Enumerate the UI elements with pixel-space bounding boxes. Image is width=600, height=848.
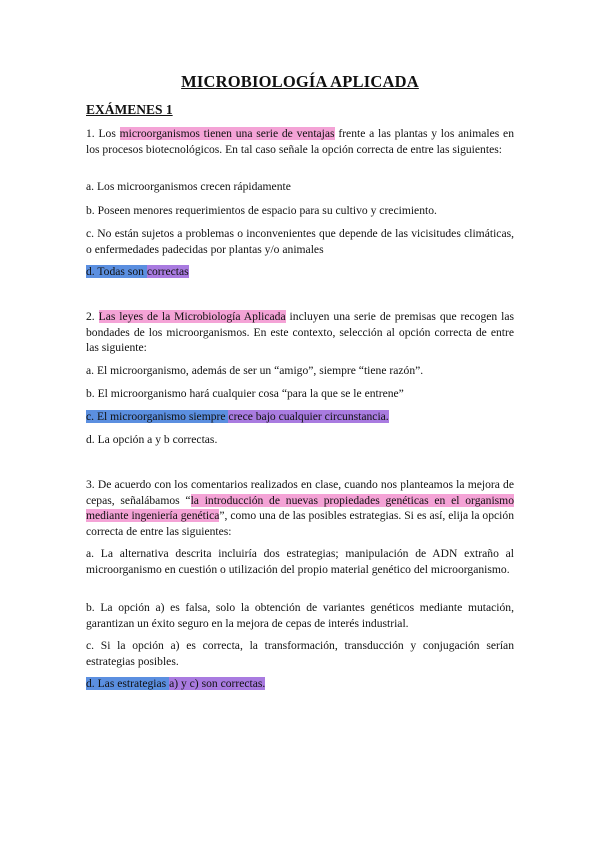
question-3-option-b: b. La opción a) es falsa, solo la obtención de variantes genéticos mediante mutación, garantizan un éxito seguro en la mejora de cepas de interés industrial. — [86, 601, 514, 630]
question-1-text: 1. Los microorganismos tienen una serie de ventajas frente a las plantas y los animales en los procesos biotecnológicos. En tal caso señale la opción correcta de entre las siguientes: — [86, 127, 515, 156]
question-1-option-a: a. Los microorganismos crecen rápidamente — [86, 180, 291, 193]
highlight: a) y c) son correctas. — [169, 677, 266, 690]
question-2-option-b: b. El microorganismo hará cualquier cosa “para la que se le entrene” — [86, 387, 404, 400]
highlight: crece bajo cualquier circunstancia. — [228, 410, 389, 423]
highlight: microorganismos tienen una serie de ventajas — [119, 127, 335, 140]
highlight: la introducción de nuevas propiedades genéticas en el organismo mediante ingeniería genética — [86, 493, 514, 523]
question-2-option-c: c. El microorganismo siempre crece bajo cualquier circunstancia. — [86, 410, 389, 423]
question-2-text: 2. Las leyes de la Microbiología Aplicada incluyen una serie de premisas que recogen las bondades de los microorganismos. En este contexto, selección al opción correcta de entre las siguiente: — [86, 310, 515, 355]
highlight: Las leyes de la Microbiología Aplicada — [98, 310, 286, 323]
highlight: correctas — [146, 265, 189, 278]
question-2-option-d: d. La opción a y b correctas. — [86, 433, 218, 446]
section-subtitle: EXÁMENES 1 — [86, 102, 173, 117]
question-1-option-d: d. Todas son correctas — [86, 265, 189, 278]
question-2-option-a: a. El microorganismo, además de ser un “amigo”, siempre “tiene razón”. — [86, 364, 424, 377]
question-3-option-c: c. Si la opción a) es correcta, la transformación, transducción y conjugación serían estrategias posibles. — [86, 639, 514, 668]
question-1-option-c: c. No están sujetos a problemas o inconvenientes que depende de las vicisitudes climáticas, o enfermedades padecidas por plantas y/o animales — [86, 227, 514, 256]
question-1-option-b: b. Poseen menores requerimientos de espacio para su cultivo y crecimiento. — [86, 204, 437, 217]
question-3-option-a: a. La alternativa descrita incluiría dos estrategias; manipulación de ADN extraño al microorganismo en cuestión o utilización del propio material genético del microorganismo. — [86, 547, 514, 576]
question-3-text: 3. De acuerdo con los comentarios realizados en clase, cuando nos planteamos la mejora de cepas, señalábamos “la introducción de nuevas propiedades genéticas en el organismo mediante ingeniería genética”, como una de las posibles estrategias. Si es así, elija la opción correcta de entre las siguientes: — [86, 478, 514, 538]
question-3-option-d: d. Las estrategias a) y c) son correctas. — [86, 677, 266, 690]
document-title: MICROBIOLOGÍA APLICADA — [181, 72, 419, 91]
